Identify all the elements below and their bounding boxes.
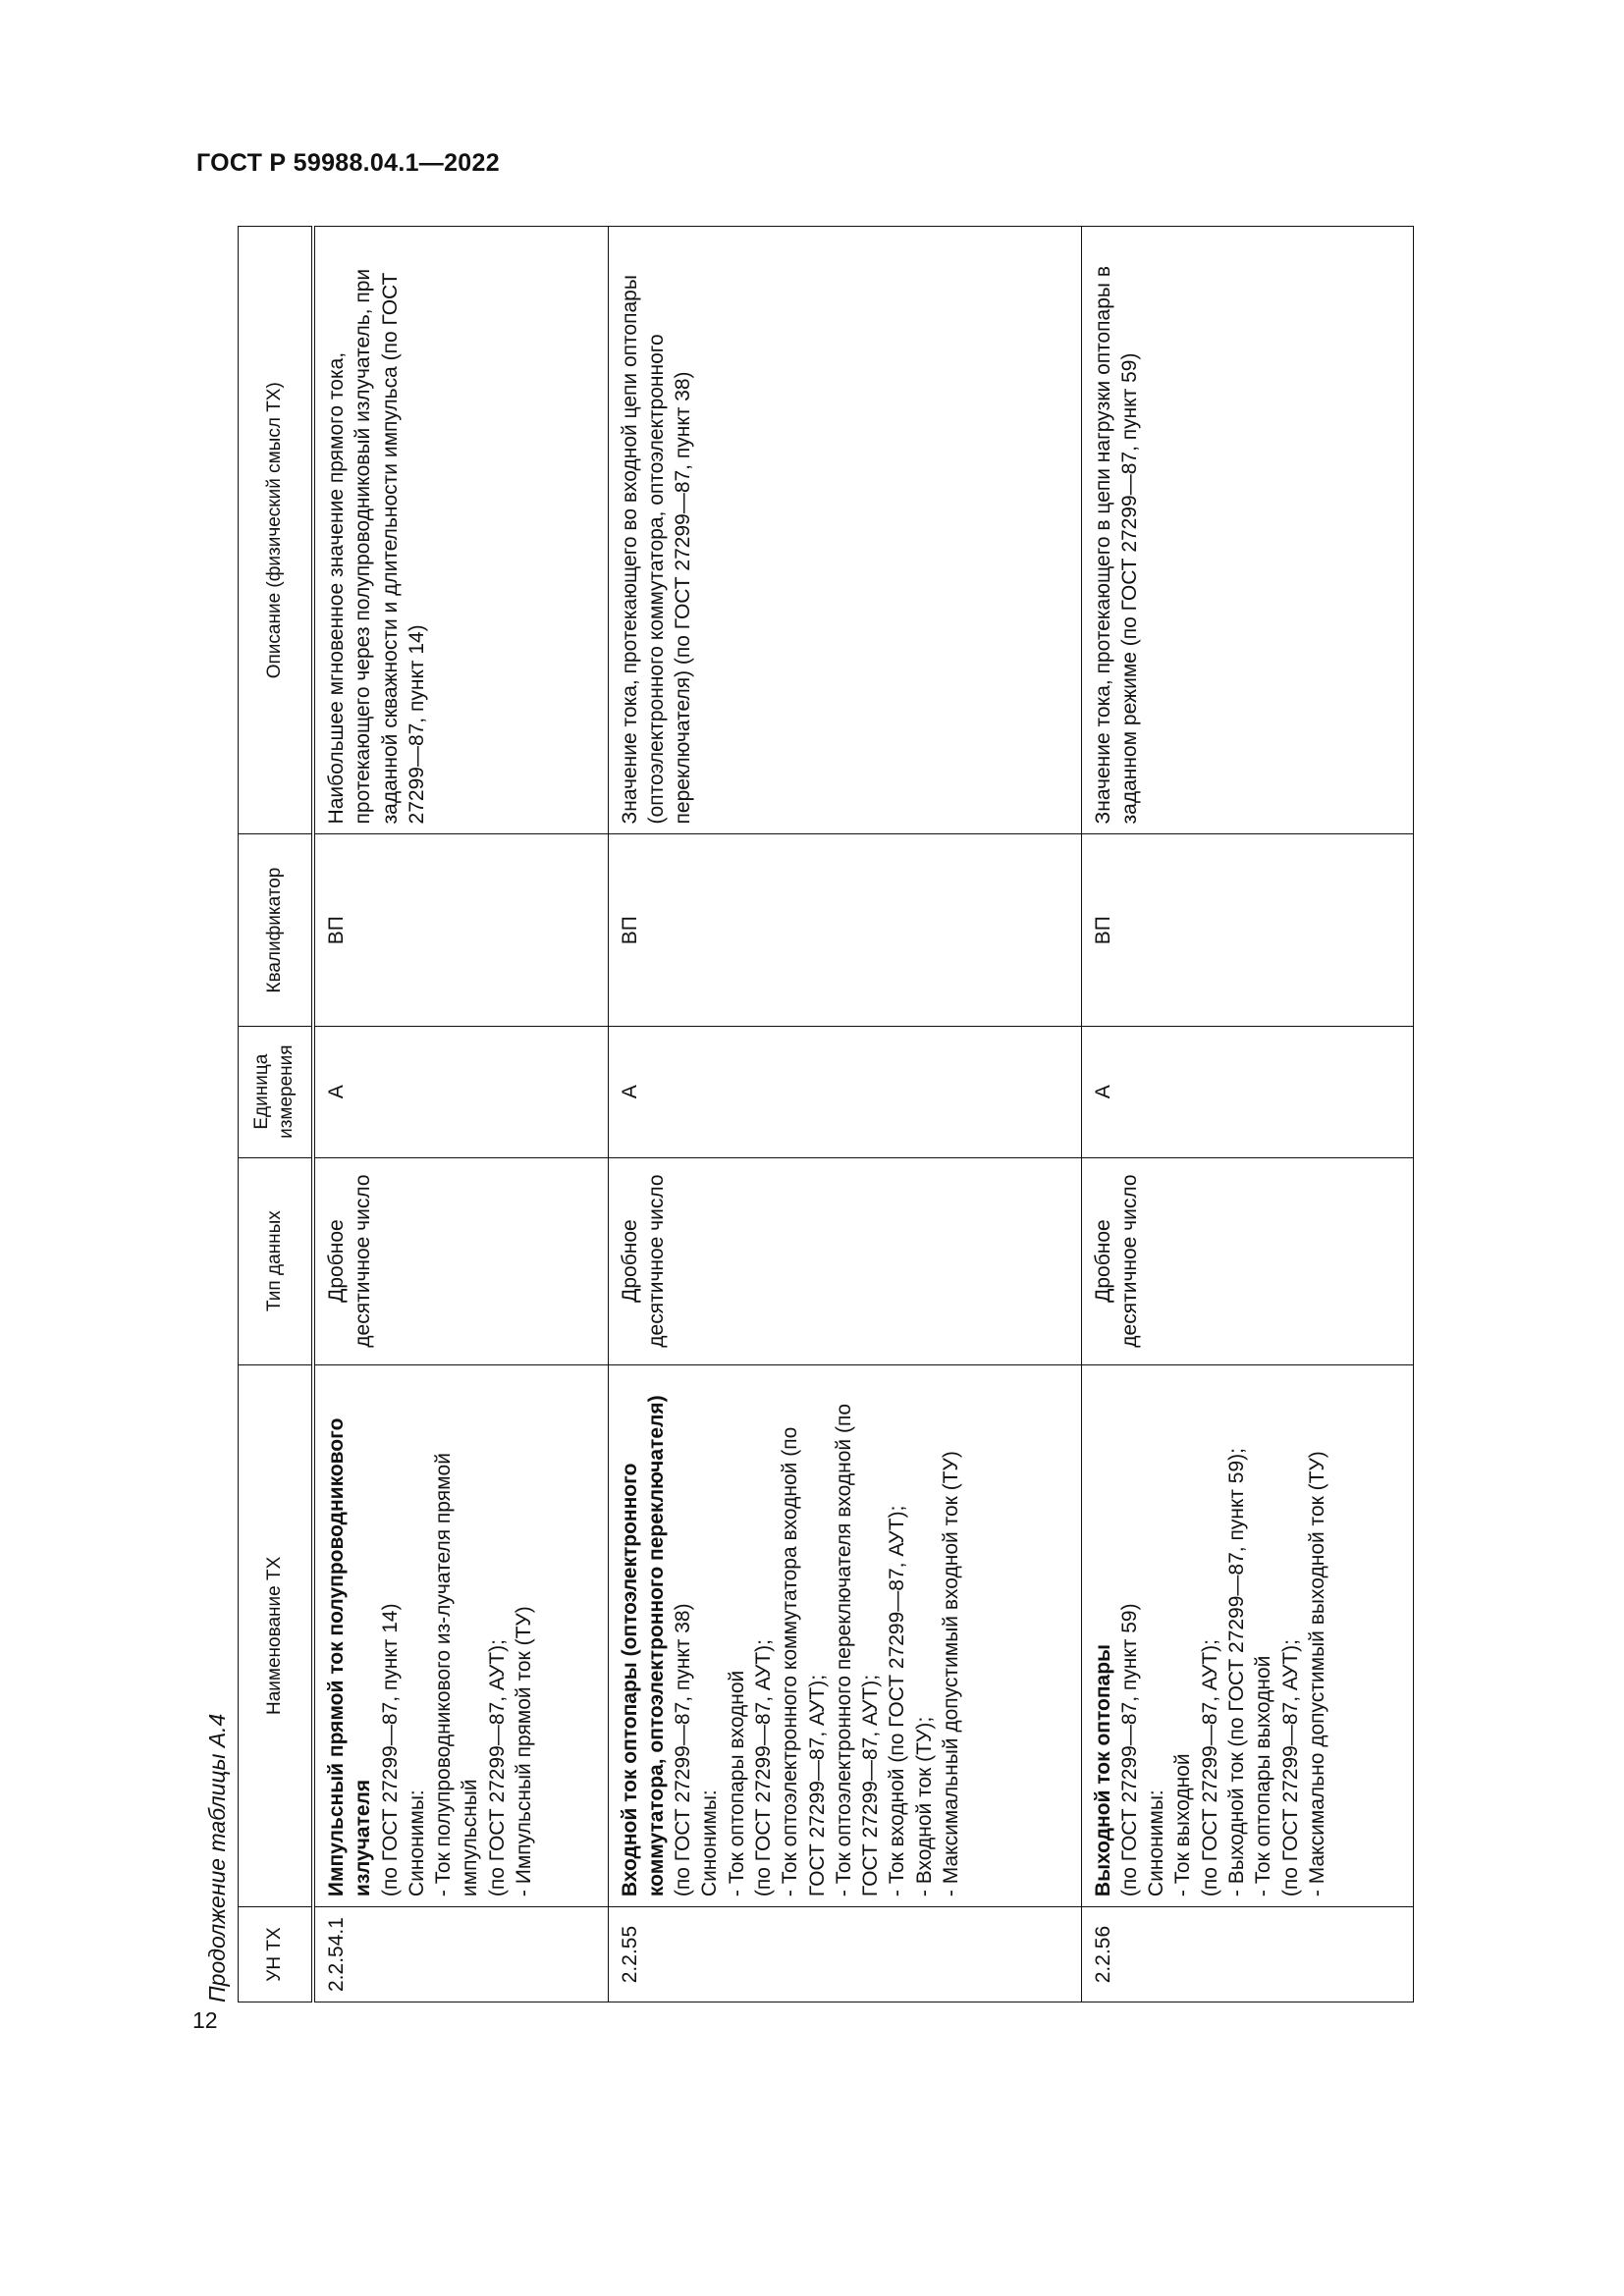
- table-row: [608, 227, 1081, 2002]
- name-line: - Максимальный допустимый входной ток (ТУ): [940, 1451, 963, 1897]
- col-header-id: УН ТХ: [239, 1907, 314, 2002]
- tx-title: Входной ток оптопары (оптоэлектронного коммутатора, оптоэлектронного переключателя): [618, 1395, 668, 1897]
- name-line: - Ток выходной: [1171, 1753, 1195, 1897]
- cell-unit: А: [1081, 1026, 1413, 1157]
- name-line: (по ГОСТ 27299—87, АУТ);: [485, 1639, 509, 1897]
- tx-title: Выходной ток оптопары: [1091, 1644, 1114, 1897]
- cell-description: Значение тока, протекающего во входной цепи оптопары (оптоэлектронного коммутатора, оптоэлектронного переключателя) (по ГОСТ 27299—87, пункт 38): [608, 227, 1081, 834]
- cell-qualifier: ВП: [313, 834, 608, 1026]
- cell-unit: А: [608, 1026, 1081, 1157]
- cell-name: [608, 1364, 1081, 1906]
- cell-data-type: Дробное десятичное число: [608, 1157, 1081, 1364]
- name-line: - Выходной ток (по ГОСТ 27299—87, пункт 59);: [1224, 1448, 1248, 1897]
- table-row: [1081, 227, 1413, 2002]
- document-code: ГОСТ Р 59988.04.1—2022: [196, 149, 500, 177]
- page-number: 12: [192, 2007, 218, 2033]
- name-line: (по ГОСТ 27299—87, пункт 59): [1117, 1603, 1141, 1897]
- rotated-table-area: [196, 226, 1375, 2002]
- name-line: - Ток оптоэлектронного переключателя входной (по ГОСТ 27299—87, АУТ);: [832, 1403, 883, 1897]
- cell-description: Значение тока, протекающего в цепи нагрузки оптопары в заданном режиме (по ГОСТ 27299—87, пункт 59): [1081, 227, 1413, 834]
- col-header-type: Тип данных: [239, 1157, 314, 1364]
- cell-data-type: Дробное десятичное число: [313, 1157, 608, 1364]
- col-header-description: Описание (физический смысл ТХ): [239, 227, 314, 834]
- name-line: (по ГОСТ 27299—87, пункт 14): [378, 1603, 402, 1897]
- cell-name: [313, 1364, 608, 1906]
- name-line: (по ГОСТ 27299—87, пункт 38): [672, 1603, 695, 1897]
- col-header-qualifier: Квалификатор: [239, 834, 314, 1026]
- name-line: - Входной ток (ТУ);: [912, 1716, 936, 1897]
- characteristics-table: [238, 226, 1414, 2002]
- name-line: (по ГОСТ 27299—87, АУТ);: [751, 1639, 775, 1897]
- cell-data-type: Дробное десятичное число: [1081, 1157, 1413, 1364]
- cell-description: Наибольшее мгновенное значение прямого тока, протекающего через полупроводниковый излучатель, при заданной скважности и длительности импульса (по ГОСТ 27299—87, пункт 14): [313, 227, 608, 834]
- name-line: Синонимы:: [405, 1789, 428, 1897]
- name-line: - Максимально допустимый выходной ток (ТУ): [1305, 1451, 1328, 1897]
- name-line: - Ток оптопары выходной: [1252, 1655, 1275, 1897]
- cell-qualifier: ВП: [608, 834, 1081, 1026]
- table-row: [313, 227, 608, 2002]
- col-header-unit: Единица измерения: [239, 1026, 314, 1157]
- cell-unit: А: [313, 1026, 608, 1157]
- cell-name: [1081, 1364, 1413, 1906]
- name-line: Синонимы:: [698, 1789, 722, 1897]
- name-line: - Ток полупроводникового из-лучателя прямой импульсный: [432, 1453, 482, 1897]
- tx-title: Импульсный прямой ток полупроводникового излучателя: [325, 1417, 375, 1897]
- cell-qualifier: ВП: [1081, 834, 1413, 1026]
- name-line: (по ГОСТ 27299—87, АУТ);: [1278, 1639, 1302, 1897]
- table-caption: Продолжение таблицы А.4: [204, 1713, 230, 2002]
- name-line: - Ток оптопары входной: [725, 1670, 748, 1897]
- name-line: - Импульсный прямой ток (ТУ): [513, 1606, 536, 1897]
- name-line: - Ток оптоэлектронного коммутатора входной (по ГОСТ 27299—87, АУТ);: [779, 1426, 829, 1897]
- table-header-row: [239, 227, 314, 2002]
- name-line: - Ток входной (по ГОСТ 27299—87, АУТ);: [886, 1505, 909, 1897]
- cell-id: 2.2.54.1: [313, 1907, 608, 2002]
- name-line: (по ГОСТ 27299—87, АУТ);: [1198, 1639, 1221, 1897]
- col-header-name: Наименование ТХ: [239, 1364, 314, 1906]
- name-line: Синонимы:: [1145, 1789, 1168, 1897]
- cell-id: 2.2.56: [1081, 1907, 1413, 2002]
- cell-id: 2.2.55: [608, 1907, 1081, 2002]
